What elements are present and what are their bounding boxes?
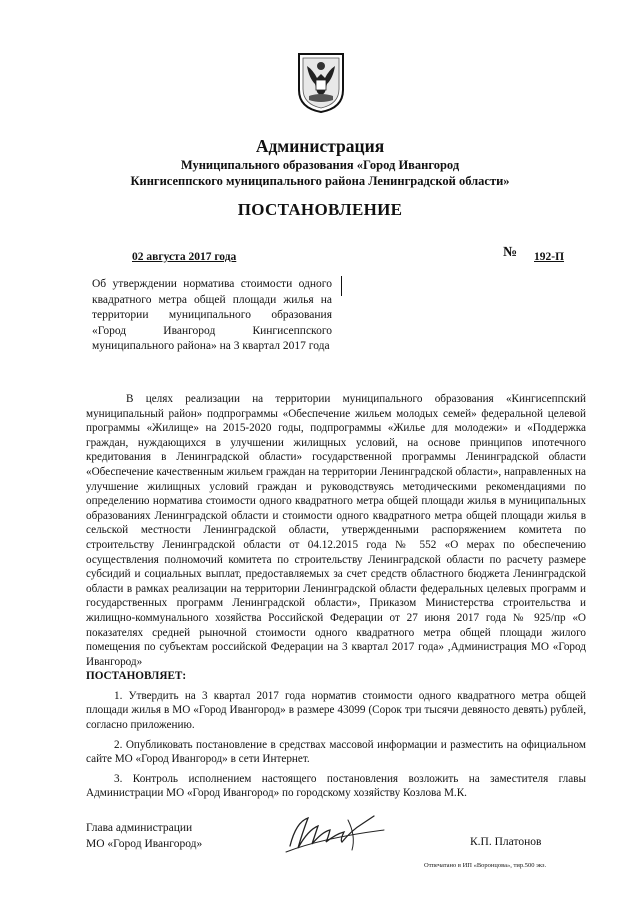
signatory-position [86, 820, 202, 852]
document-body [86, 392, 586, 801]
decree-item-1: 1. Утвердить на 3 квартал 2017 года норматив стоимости одного квадратного метра общей площади жилья в МО «Город Ивангород» в размере 43099 (Сорок три тысячи девяносто девять) рублей, согласно приложению. [86, 689, 586, 732]
handwritten-signature [282, 808, 390, 858]
signatory-position-line-1: Глава администрации [86, 822, 193, 834]
municipality-line-2: Кингисеппского муниципального района Ленинградской области» [130, 174, 510, 188]
decree-item-2: 2. Опубликовать постановление в средствах массовой информации и разместить на официальном сайте МО «Город Ивангород» в сети Интернет. [86, 738, 586, 766]
coat-of-arms-icon [297, 52, 345, 114]
signatory-position-line-2: МО «Город Ивангород» [86, 838, 203, 850]
administration-title: Администрация [255, 136, 385, 156]
preamble-paragraph: В целях реализации на территории муниципального образования «Кингисеппский муниципальный район» подпрограммы «Обеспечение жильем молодых семей» федеральной целевой программы «Жилище» на 2015-2020 годы, подпрограммы «Жилье для молодежи» и «Поддержка граждан, нуждающихся в улучшении жилищных условий, на основе принципов ипотечного кредитования в Ленинградской области» государственной программы Ленинградской области «Обеспечение качественным жильем граждан на территории Ленинградской области», направленных на улучшение жилищных условий граждан и руководствуясь методическими рекомендациями по определению норматива стоимости одного квадратного метра общей площади жилья в муниципальных образованиях Ленинградской области и стоимости одного квадратного метра общей площади жилья в сельской местности Ленинградской области, утвержденными распоряжением комитета по строительству Ленинградской области от 04.12.2015 года № 552 «О мерах по обеспечению осуществления полномочий комитета по строительству Ленинградской области по расчету размере субсидий и социальных выплат, предоставляемых за счет средств областного бюджета Ленинградской области в рамках реализации на территории Ленинградской области федеральных целевых программ и государственных программ Ленинградской области», Приказом Министерства строительства и жилищно-коммунального хозяйства Российской Федерации от 27 июня 2017 года № 925/пр «О показателях средней рыночной стоимости одного квадратного метра общей площади жилого помещения по субъектам российской Федерации на 3 квартал 2017 года» ,Администрация МО «Город Ивангород» [86, 393, 586, 668]
decree-item-3: 3. Контроль исполнением настоящего постановления возложить на заместителя главы Администрации МО «Город Ивангород» по городскому хозяйству Козлова М.К. [86, 772, 586, 800]
signatory-name: К.П. Платонов [470, 836, 542, 848]
number-sign: № [503, 245, 518, 260]
decree-heading: ПОСТАНОВЛЯЕТ: [86, 670, 187, 683]
municipality-line-1: Муниципального образования «Город Ивангород [180, 158, 460, 172]
subject-bracket [338, 276, 342, 296]
print-note: Отпечатано в ИП «Воронцова», тир.500 экз. [424, 862, 547, 869]
document-type: ПОСТАНОВЛЕНИЕ [237, 200, 403, 219]
document-number: 192-П [534, 251, 565, 263]
document-subject: Об утверждении норматива стоимости одного квадратного метра общей площади жилья на территории муниципального образования «Город Ивангород Кингисеппского муниципального района» на 3 квартал 2017 года [92, 278, 332, 352]
document-date: 02 августа 2017 года [132, 251, 237, 263]
